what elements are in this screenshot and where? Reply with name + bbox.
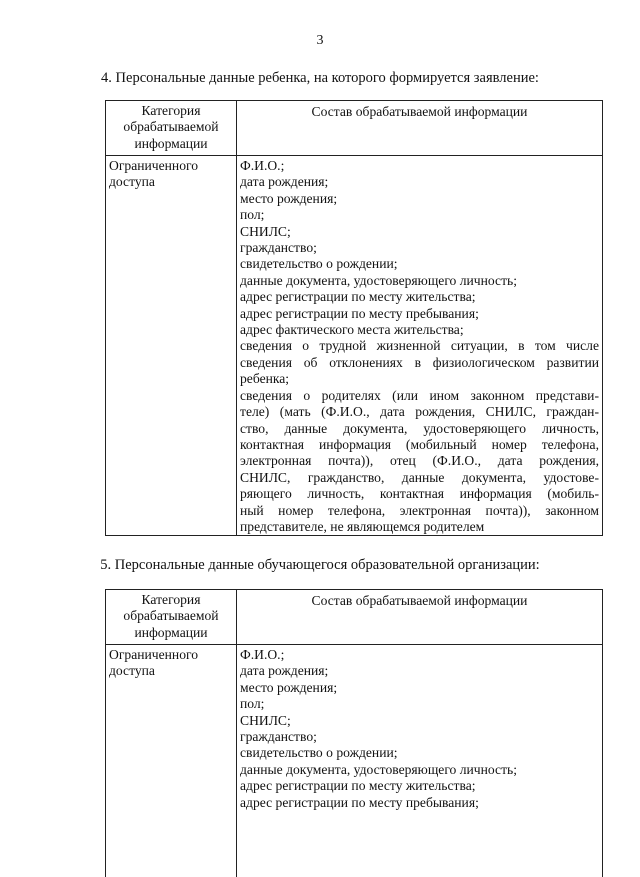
page-number: 3 xyxy=(0,33,640,49)
list-item: данные документа, удостоверяющего личность; xyxy=(240,273,599,289)
category-header-cell xyxy=(106,101,237,156)
list-item: адрес регистрации по месту жительства; xyxy=(240,289,599,305)
content-cell xyxy=(237,645,603,877)
category-line: доступа xyxy=(109,174,233,190)
table-row xyxy=(106,156,603,536)
paragraph-line: контактная информация (мобильный номер телефона, xyxy=(240,437,599,453)
paragraph-line: сведения об отклонениях в физиологическом развитии xyxy=(240,355,599,371)
section-5-heading: 5. Персональные данные обучающегося образовательной организации: xyxy=(0,556,640,574)
list-item: адрес регистрации по месту пребывания; xyxy=(240,306,599,322)
content-cell xyxy=(237,156,603,536)
list-item: гражданство; xyxy=(240,729,599,745)
list-item: место рождения; xyxy=(240,680,599,696)
list-paragraph xyxy=(240,338,599,387)
paragraph-line: ный номер телефона, электронная почта)), законном xyxy=(240,503,599,519)
table-header-row xyxy=(106,590,603,645)
list-item: гражданство; xyxy=(240,240,599,256)
content-header-label: Состав обрабатываемой информации xyxy=(240,104,599,120)
category-line: Ограниченного xyxy=(109,158,233,174)
list-item: свидетельство о рождении; xyxy=(240,256,599,272)
paragraph-line: сведения о трудной жизненной ситуации, в том числе xyxy=(240,338,599,354)
list-item: адрес регистрации по месту жительства; xyxy=(240,778,599,794)
list-item: Ф.И.О.; xyxy=(240,647,599,663)
paragraph-line: сведения о родителях (или ином законном представи- xyxy=(240,388,599,404)
paragraph-line: теле) (мать (Ф.И.О., дата рождения, СНИЛС, граждан- xyxy=(240,404,599,420)
list-paragraph xyxy=(240,388,599,536)
content-header-cell xyxy=(237,590,603,645)
section-5-table xyxy=(105,589,603,877)
paragraph-line: ребенка; xyxy=(240,371,599,387)
list-item: пол; xyxy=(240,207,599,223)
list-item: дата рождения; xyxy=(240,663,599,679)
paragraph-line: ряющего личность, контактная информация (мобиль- xyxy=(240,486,599,502)
content-header-label: Состав обрабатываемой информации xyxy=(240,593,599,609)
table-row xyxy=(106,645,603,877)
list-item: СНИЛС; xyxy=(240,224,599,240)
category-header-line: обрабатываемой xyxy=(109,608,233,624)
paragraph-line: СНИЛС, гражданство, данные документа, удостове- xyxy=(240,470,599,486)
table-header-row xyxy=(106,101,603,156)
category-cell xyxy=(106,156,237,536)
paragraph-line: представителе, не являющемся родителем xyxy=(240,519,599,535)
list-item: адрес регистрации по месту пребывания; xyxy=(240,795,599,811)
paragraph-line: ство, данные документа, удостоверяющего личность, xyxy=(240,421,599,437)
category-header-line: информации xyxy=(109,625,233,641)
list-item: пол; xyxy=(240,696,599,712)
section-4-heading: 4. Персональные данные ребенка, на которого формируется заявление: xyxy=(0,69,640,87)
category-cell xyxy=(106,645,237,877)
list-item: свидетельство о рождении; xyxy=(240,745,599,761)
category-header-line: обрабатываемой xyxy=(109,119,233,135)
category-line: Ограниченного xyxy=(109,647,233,663)
category-header-cell xyxy=(106,590,237,645)
list-item: СНИЛС; xyxy=(240,713,599,729)
category-header-line: Категория xyxy=(109,103,233,119)
list-item: адрес фактического места жительства; xyxy=(240,322,599,338)
paragraph-line: электронная почта)), отец (Ф.И.О., дата рождения, xyxy=(240,453,599,469)
category-header-line: информации xyxy=(109,136,233,152)
content-header-cell xyxy=(237,101,603,156)
list-item: Ф.И.О.; xyxy=(240,158,599,174)
list-item: место рождения; xyxy=(240,191,599,207)
category-header-line: Категория xyxy=(109,592,233,608)
list-item: данные документа, удостоверяющего личность; xyxy=(240,762,599,778)
list-item: дата рождения; xyxy=(240,174,599,190)
section-4-table xyxy=(105,100,603,536)
category-line: доступа xyxy=(109,663,233,679)
